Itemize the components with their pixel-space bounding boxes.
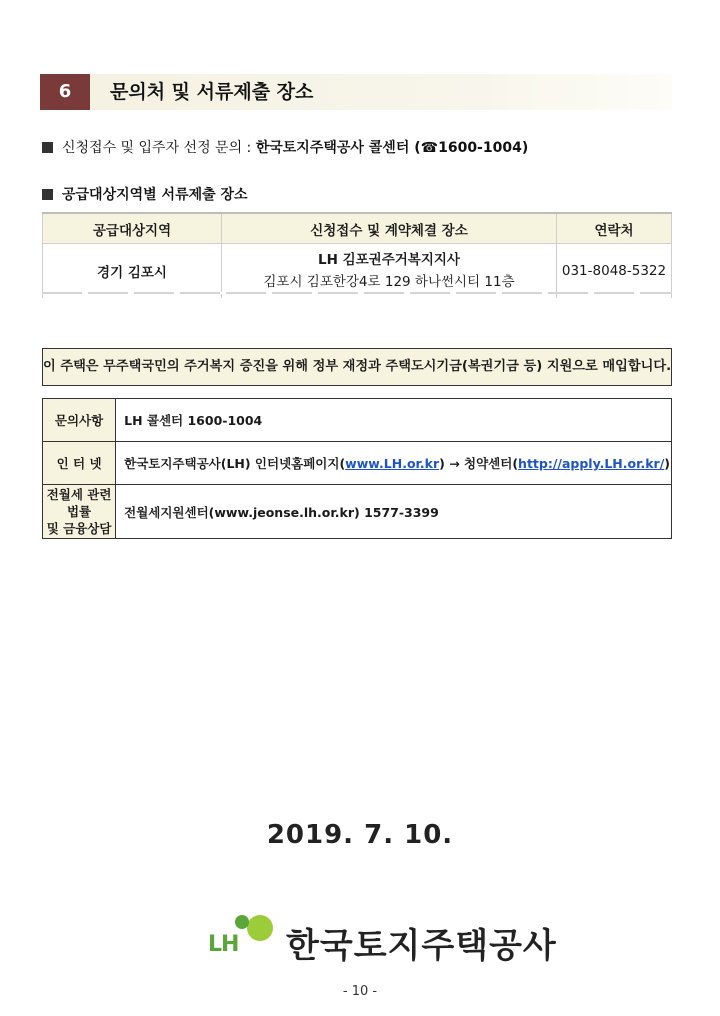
lease-label-line-2: 및 금융상담 — [46, 521, 112, 536]
internet-label: 인 터 넷 — [43, 442, 116, 485]
table-row — [43, 485, 672, 539]
section-title: 문의처 및 서류제출 장소 — [110, 81, 314, 103]
lease-label-line-1: 전월세 관련 법률 — [46, 487, 112, 519]
office-cell — [222, 244, 557, 299]
callcenter-value: LH 콜센터 1600-1004 — [116, 399, 672, 442]
table-row — [43, 244, 672, 299]
lease-value: 전월세지원센터(www.jeonse.lh.or.kr) 1577-3399 — [116, 485, 672, 539]
square-bullet-icon — [42, 189, 53, 200]
document-date: 2019. 7. 10. — [266, 820, 454, 850]
apply-center-link[interactable]: http://apply.LH.or.kr/ — [518, 456, 665, 471]
phone-icon: ☎ — [420, 140, 439, 156]
inquiry-line — [42, 137, 528, 157]
internet-mid: ) → 청약센터( — [439, 456, 519, 471]
inquiry-org: 한국토지주택공사 콜센터 ( — [255, 140, 421, 156]
contact-cell: 031-8048-5322 — [557, 244, 672, 299]
table-row — [43, 442, 672, 485]
region-cell: 경기 김포시 — [43, 244, 222, 299]
lease-label — [43, 485, 116, 539]
internet-prefix: 한국토지주택공사(LH) 인터넷홈페이지( — [124, 456, 346, 471]
column-header-contact: 연락처 — [557, 213, 672, 244]
square-bullet-icon — [42, 142, 53, 153]
inquiry-text: 신청접수 및 입주자 선정 문의 : — [62, 140, 256, 156]
lh-homepage-link[interactable]: www.LH.or.kr — [345, 456, 440, 471]
table-header-row — [43, 213, 672, 244]
logo-name: 한국토지주택공사 — [286, 926, 557, 966]
page-number: - 10 - — [342, 984, 378, 999]
table-bottom-border — [42, 292, 672, 294]
column-header-region: 공급대상지역 — [43, 213, 222, 244]
funding-notice: 이 주택은 무주택국민의 주거복지 증진을 위해 정부 재정과 주택도시기금(복권기금 등) 지원으로 매입합니다. — [42, 348, 672, 386]
column-header-office: 신청접수 및 계약체결 장소 — [222, 213, 557, 244]
logo-mark: LH — [208, 932, 239, 957]
locations-heading — [42, 184, 248, 204]
table-row — [43, 399, 672, 442]
internet-value — [116, 442, 672, 485]
contacts-table — [42, 398, 672, 539]
callcenter-label: 문의사항 — [43, 399, 116, 442]
section-header — [40, 74, 672, 110]
locations-table — [42, 212, 672, 298]
section-number: 6 — [40, 74, 90, 110]
locations-heading-text: 공급대상지역별 서류제출 장소 — [62, 187, 248, 203]
internet-suffix: ) — [664, 456, 670, 471]
office-address: 김포시 김포한강4로 129 하나썬시티 11층 — [263, 274, 515, 290]
office-name: LH 김포권주거복지지사 — [318, 252, 460, 268]
lh-logo — [208, 912, 557, 968]
inquiry-phone: 1600-1004) — [438, 140, 529, 156]
